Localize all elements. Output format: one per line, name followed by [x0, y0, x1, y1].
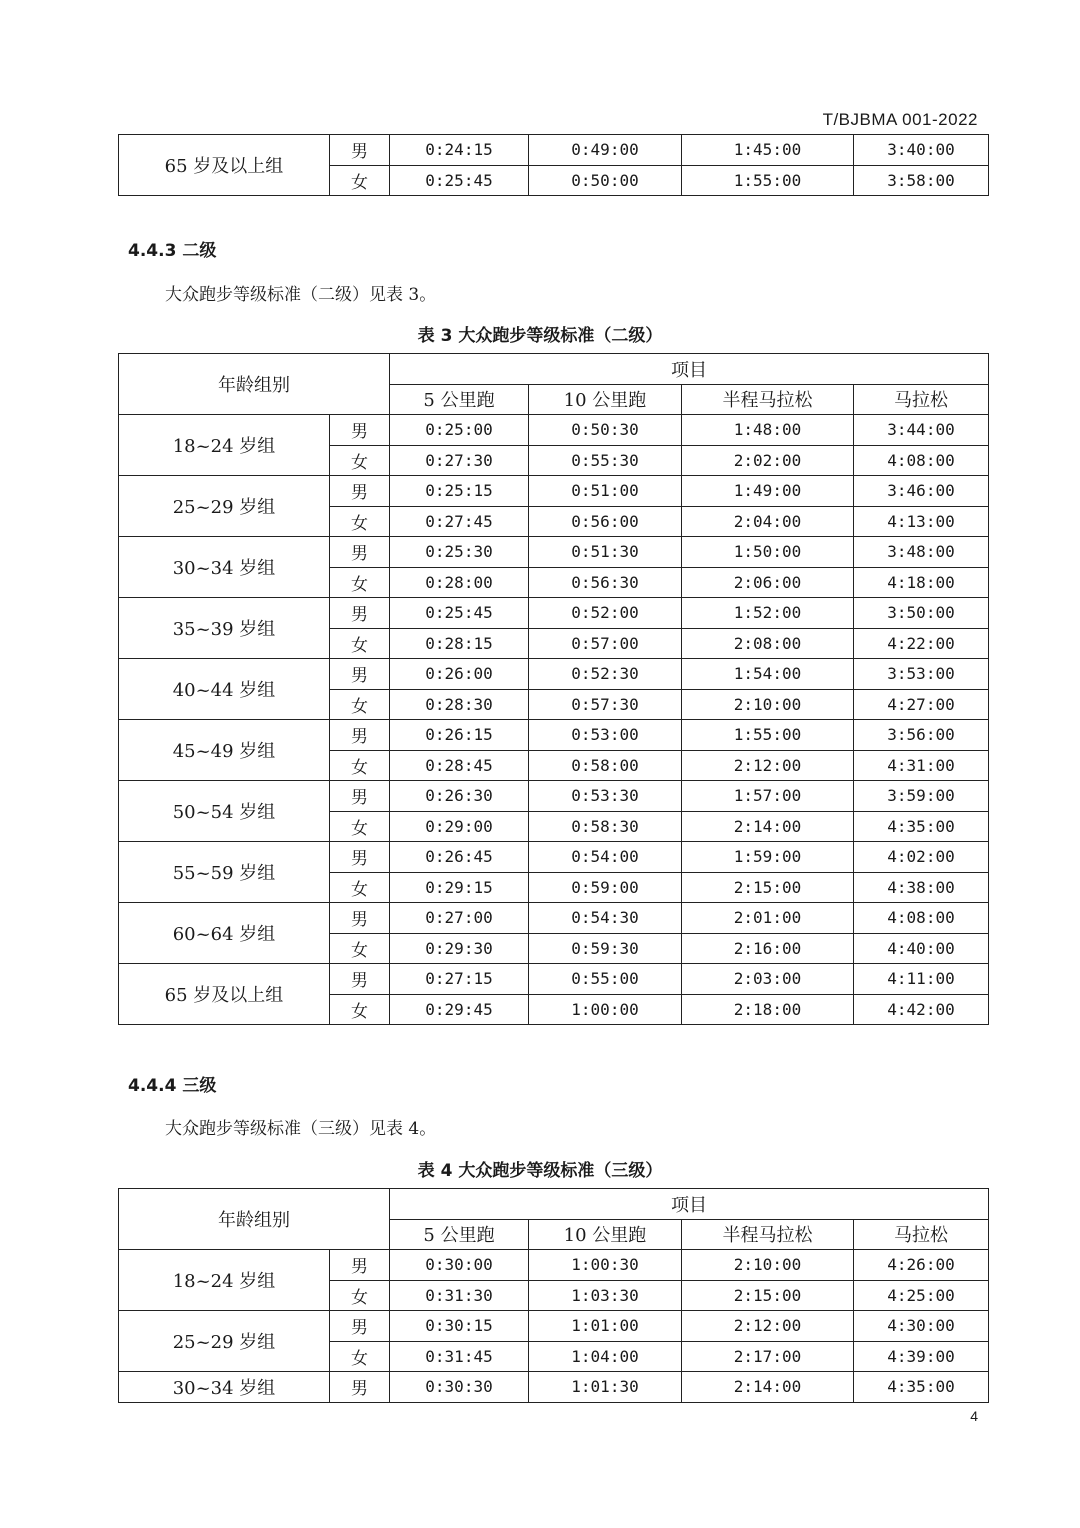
sex-cell: 女 [330, 933, 390, 964]
time-cell: 0:50:00 [529, 165, 682, 196]
time-cell: 0:25:45 [390, 165, 529, 196]
table-row [119, 720, 989, 751]
time-cell: 4:13:00 [854, 506, 989, 537]
sex-cell: 女 [330, 165, 390, 196]
sex-cell: 男 [330, 842, 390, 873]
time-cell: 4:26:00 [854, 1250, 989, 1281]
time-cell: 0:28:15 [390, 628, 529, 659]
column-header-marathon: 马拉松 [854, 1219, 989, 1250]
page-number: 4 [970, 1408, 978, 1424]
age-group-cell: 25~29 岁组 [119, 1311, 330, 1372]
time-cell: 4:35:00 [854, 1372, 989, 1403]
time-cell: 0:28:00 [390, 567, 529, 598]
time-cell: 4:31:00 [854, 750, 989, 781]
time-cell: 0:26:45 [390, 842, 529, 873]
age-group-cell: 55~59 岁组 [119, 842, 330, 903]
time-cell: 0:28:30 [390, 689, 529, 720]
sex-cell: 女 [330, 872, 390, 903]
time-cell: 2:15:00 [682, 872, 854, 903]
time-cell: 2:06:00 [682, 567, 854, 598]
table-row [119, 1250, 989, 1281]
sex-cell: 男 [330, 964, 390, 995]
age-group-cell: 30~34 岁组 [119, 537, 330, 598]
time-cell: 1:54:00 [682, 659, 854, 690]
sex-cell: 女 [330, 628, 390, 659]
table-row [119, 903, 989, 934]
time-cell: 0:25:15 [390, 476, 529, 507]
sex-cell: 女 [330, 750, 390, 781]
time-cell: 1:03:30 [529, 1280, 682, 1311]
time-cell: 0:25:45 [390, 598, 529, 629]
age-group-header: 年龄组别 [119, 1189, 390, 1250]
time-cell: 0:57:30 [529, 689, 682, 720]
age-group-cell: 25~29 岁组 [119, 476, 330, 537]
sex-cell: 男 [330, 720, 390, 751]
time-cell: 0:30:30 [390, 1372, 529, 1403]
sex-cell: 男 [330, 476, 390, 507]
items-header: 项目 [390, 354, 989, 385]
table-2-continuation [118, 134, 989, 196]
time-cell: 4:38:00 [854, 872, 989, 903]
time-cell: 0:27:45 [390, 506, 529, 537]
sex-cell: 女 [330, 811, 390, 842]
age-group-cell: 45~49 岁组 [119, 720, 330, 781]
time-cell: 3:48:00 [854, 537, 989, 568]
column-header-10k: 10 公里跑 [529, 1219, 682, 1250]
time-cell: 0:50:30 [529, 415, 682, 446]
time-cell: 3:56:00 [854, 720, 989, 751]
time-cell: 2:14:00 [682, 1372, 854, 1403]
section-paragraph-4-4-3: 大众跑步等级标准（二级）见表 3。 [165, 285, 437, 305]
time-cell: 3:50:00 [854, 598, 989, 629]
table-3 [118, 353, 989, 1025]
table-header-row [119, 1189, 989, 1220]
time-cell: 2:02:00 [682, 445, 854, 476]
time-cell: 0:28:45 [390, 750, 529, 781]
time-cell: 2:12:00 [682, 1311, 854, 1342]
time-cell: 3:40:00 [854, 135, 989, 166]
sex-cell: 男 [330, 1250, 390, 1281]
time-cell: 0:52:00 [529, 598, 682, 629]
time-cell: 1:55:00 [682, 165, 854, 196]
time-cell: 1:00:00 [529, 994, 682, 1025]
table-row [119, 781, 989, 812]
column-header-half-marathon: 半程马拉松 [682, 384, 854, 415]
time-cell: 1:48:00 [682, 415, 854, 446]
time-cell: 0:26:00 [390, 659, 529, 690]
column-header-10k: 10 公里跑 [529, 384, 682, 415]
time-cell: 0:29:15 [390, 872, 529, 903]
age-group-cell: 18~24 岁组 [119, 1250, 330, 1311]
time-cell: 0:56:00 [529, 506, 682, 537]
time-cell: 0:29:30 [390, 933, 529, 964]
time-cell: 0:55:30 [529, 445, 682, 476]
table-row [119, 135, 989, 166]
time-cell: 3:59:00 [854, 781, 989, 812]
section-heading-4-4-4: 4.4.4 三级 [128, 1076, 217, 1096]
time-cell: 0:59:30 [529, 933, 682, 964]
time-cell: 4:27:00 [854, 689, 989, 720]
time-cell: 1:00:30 [529, 1250, 682, 1281]
time-cell: 0:25:00 [390, 415, 529, 446]
time-cell: 2:10:00 [682, 1250, 854, 1281]
time-cell: 4:39:00 [854, 1341, 989, 1372]
time-cell: 1:01:00 [529, 1311, 682, 1342]
sex-cell: 女 [330, 567, 390, 598]
sex-cell: 男 [330, 135, 390, 166]
column-header-5k: 5 公里跑 [390, 384, 529, 415]
time-cell: 0:29:00 [390, 811, 529, 842]
time-cell: 4:35:00 [854, 811, 989, 842]
time-cell: 0:51:30 [529, 537, 682, 568]
time-cell: 0:25:30 [390, 537, 529, 568]
time-cell: 1:01:30 [529, 1372, 682, 1403]
time-cell: 0:58:30 [529, 811, 682, 842]
time-cell: 0:55:00 [529, 964, 682, 995]
time-cell: 0:27:15 [390, 964, 529, 995]
age-group-cell: 40~44 岁组 [119, 659, 330, 720]
time-cell: 3:46:00 [854, 476, 989, 507]
time-cell: 0:54:00 [529, 842, 682, 873]
time-cell: 2:14:00 [682, 811, 854, 842]
sex-cell: 男 [330, 781, 390, 812]
time-cell: 0:26:30 [390, 781, 529, 812]
age-group-cell: 35~39 岁组 [119, 598, 330, 659]
time-cell: 2:08:00 [682, 628, 854, 659]
table-row [119, 537, 989, 568]
time-cell: 0:31:30 [390, 1280, 529, 1311]
time-cell: 1:04:00 [529, 1341, 682, 1372]
time-cell: 0:49:00 [529, 135, 682, 166]
table-row [119, 842, 989, 873]
time-cell: 3:58:00 [854, 165, 989, 196]
time-cell: 4:08:00 [854, 445, 989, 476]
time-cell: 2:16:00 [682, 933, 854, 964]
time-cell: 1:57:00 [682, 781, 854, 812]
age-group-cell: 60~64 岁组 [119, 903, 330, 964]
time-cell: 0:53:00 [529, 720, 682, 751]
time-cell: 4:22:00 [854, 628, 989, 659]
time-cell: 3:44:00 [854, 415, 989, 446]
time-cell: 2:04:00 [682, 506, 854, 537]
table-4-caption: 表 4 大众跑步等级标准（三级） [417, 1161, 663, 1181]
time-cell: 1:49:00 [682, 476, 854, 507]
time-cell: 2:12:00 [682, 750, 854, 781]
sex-cell: 女 [330, 689, 390, 720]
time-cell: 0:51:00 [529, 476, 682, 507]
time-cell: 1:59:00 [682, 842, 854, 873]
age-group-header: 年龄组别 [119, 354, 390, 415]
time-cell: 0:30:00 [390, 1250, 529, 1281]
time-cell: 0:54:30 [529, 903, 682, 934]
time-cell: 2:18:00 [682, 994, 854, 1025]
age-group-cell: 65 岁及以上组 [119, 964, 330, 1025]
table-row [119, 415, 989, 446]
sex-cell: 女 [330, 994, 390, 1025]
time-cell: 0:30:15 [390, 1311, 529, 1342]
age-group-cell: 30~34 岁组 [119, 1372, 330, 1403]
time-cell: 0:58:00 [529, 750, 682, 781]
time-cell: 0:24:15 [390, 135, 529, 166]
time-cell: 2:01:00 [682, 903, 854, 934]
sex-cell: 女 [330, 1280, 390, 1311]
time-cell: 4:18:00 [854, 567, 989, 598]
table-3-caption: 表 3 大众跑步等级标准（二级） [417, 326, 663, 346]
section-paragraph-4-4-4: 大众跑步等级标准（三级）见表 4。 [165, 1119, 437, 1139]
time-cell: 0:53:30 [529, 781, 682, 812]
time-cell: 2:15:00 [682, 1280, 854, 1311]
time-cell: 0:31:45 [390, 1341, 529, 1372]
time-cell: 0:56:30 [529, 567, 682, 598]
time-cell: 4:30:00 [854, 1311, 989, 1342]
age-group-cell: 50~54 岁组 [119, 781, 330, 842]
sex-cell: 男 [330, 659, 390, 690]
sex-cell: 男 [330, 1372, 390, 1403]
table-row [119, 964, 989, 995]
time-cell: 1:55:00 [682, 720, 854, 751]
time-cell: 0:26:15 [390, 720, 529, 751]
age-group-cell: 65 岁及以上组 [119, 135, 330, 196]
section-heading-4-4-3: 4.4.3 二级 [128, 241, 217, 261]
sex-cell: 男 [330, 903, 390, 934]
time-cell: 4:02:00 [854, 842, 989, 873]
time-cell: 0:52:30 [529, 659, 682, 690]
table-row [119, 659, 989, 690]
column-header-5k: 5 公里跑 [390, 1219, 529, 1250]
time-cell: 0:59:00 [529, 872, 682, 903]
time-cell: 2:03:00 [682, 964, 854, 995]
column-header-half-marathon: 半程马拉松 [682, 1219, 854, 1250]
sex-cell: 男 [330, 415, 390, 446]
table-row [119, 1311, 989, 1342]
time-cell: 2:10:00 [682, 689, 854, 720]
time-cell: 0:27:30 [390, 445, 529, 476]
time-cell: 0:29:45 [390, 994, 529, 1025]
time-cell: 1:45:00 [682, 135, 854, 166]
table-row [119, 598, 989, 629]
sex-cell: 男 [330, 537, 390, 568]
time-cell: 2:17:00 [682, 1341, 854, 1372]
time-cell: 1:50:00 [682, 537, 854, 568]
table-4 [118, 1188, 989, 1403]
column-header-marathon: 马拉松 [854, 384, 989, 415]
time-cell: 1:52:00 [682, 598, 854, 629]
table-row [119, 476, 989, 507]
time-cell: 4:11:00 [854, 964, 989, 995]
sex-cell: 女 [330, 1341, 390, 1372]
sex-cell: 男 [330, 1311, 390, 1342]
sex-cell: 女 [330, 445, 390, 476]
time-cell: 3:53:00 [854, 659, 989, 690]
table-row [119, 1372, 989, 1403]
table-header-row [119, 354, 989, 385]
age-group-cell: 18~24 岁组 [119, 415, 330, 476]
time-cell: 4:40:00 [854, 933, 989, 964]
time-cell: 0:57:00 [529, 628, 682, 659]
items-header: 项目 [390, 1189, 989, 1220]
sex-cell: 男 [330, 598, 390, 629]
document-code: T/BJBMA 001-2022 [822, 110, 978, 129]
sex-cell: 女 [330, 506, 390, 537]
time-cell: 4:08:00 [854, 903, 989, 934]
time-cell: 4:25:00 [854, 1280, 989, 1311]
time-cell: 0:27:00 [390, 903, 529, 934]
time-cell: 4:42:00 [854, 994, 989, 1025]
